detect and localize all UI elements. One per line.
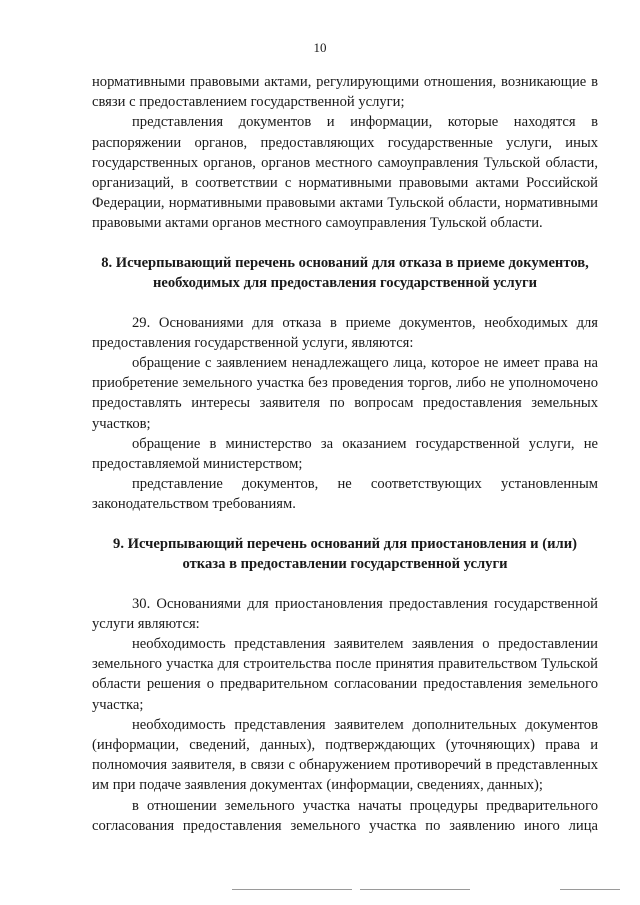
section-heading-9: 9. Исчерпывающий перечень оснований для приостановления и (или) отказа в предоставлении государственной услуги	[113, 535, 577, 573]
page-number: 10	[313, 40, 327, 55]
scan-artifact	[360, 889, 470, 890]
paragraph: необходимость представления заявителем заявления о предоставлении земельного участка для строительства после принятия правительством Тульской области решения о предварительном согласовании предоставления земельного участка;	[92, 636, 598, 713]
paragraph: представления документов и информации, которые находятся в распоряжении органов, предоставляющих государственные услуги, иных государственных органов, органов местного самоуправления Тульской области, организаций, в соответствии с нормативными правовыми актами Российской Федерации, нормативными правовыми актами Тульской области, нормативными правовыми актами органов местного самоуправления Тульской области.	[92, 114, 598, 232]
scan-artifact	[232, 889, 352, 890]
paragraph: нормативными правовыми актами, регулирующими отношения, возникающие в связи с предоставлением государственной услуги;	[92, 74, 598, 111]
scan-artifact	[560, 889, 620, 890]
document-body	[92, 72, 598, 836]
section-heading-8: 8. Исчерпывающий перечень оснований для отказа в приеме документов, необходимых для предоставления государственной услуги	[101, 254, 589, 292]
paragraph: обращение в министерство за оказанием государственной услуги, не предоставляемой министерством;	[92, 435, 598, 473]
paragraph: обращение с заявлением ненадлежащего лица, которое не имеет права на приобретение земельного участка без проведения торгов, либо не уполномочено предоставлять интересы заявителя по вопросам предоставления земельных участков;	[92, 355, 598, 432]
paragraph: 29. Основаниями для отказа в приеме документов, необходимых для предоставления государственной услуги, являются:	[92, 314, 598, 351]
paragraph: представление документов, не соответствующих установленным законодательством требованиям.	[92, 476, 598, 513]
paragraph: 30. Основаниями для приостановления предоставления государственной услуги являются:	[92, 595, 598, 632]
paragraph: необходимость представления заявителем дополнительных документов (информации, сведений, данных), подтверждающих (уточняющих) права и полномочия заявителя, в связи с обнаружением противоречий в представленных им при подаче заявления документах (информации, сведениях, данных);	[92, 716, 598, 794]
paragraph: в отношении земельного участка начаты процедуры предварительного согласования предоставления земельного участка по заявлению иного лица	[92, 797, 598, 834]
